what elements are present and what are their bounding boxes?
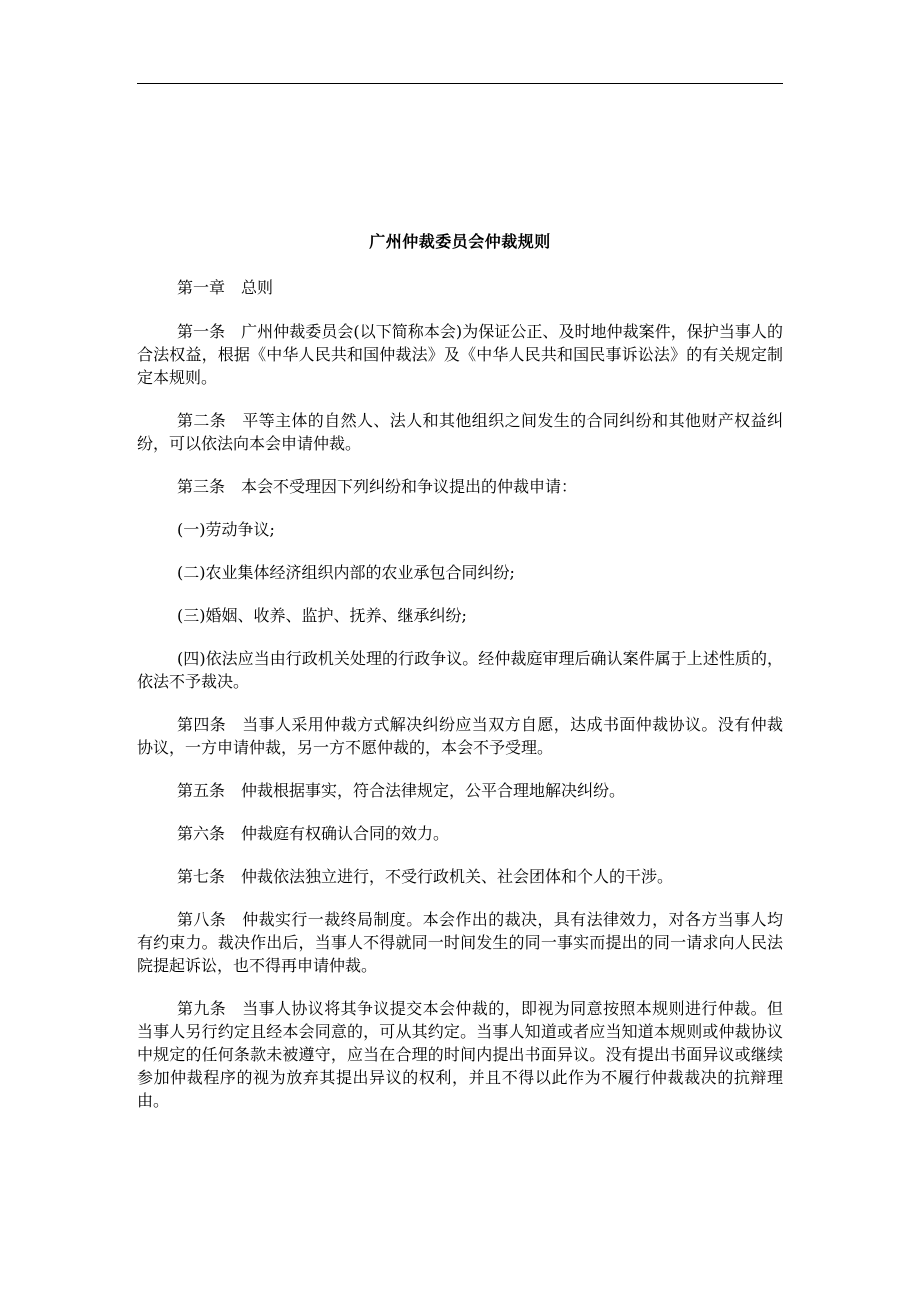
article-label: 第七条 [177, 867, 226, 886]
article-text: 本会不受理因下列纠纷和争议提出的仲裁申请： [241, 477, 578, 496]
article-text: 当事人协议将其争议提交本会仲裁的，即视为同意按照本规则进行仲裁。但当事人另行约定且经本会同意的，可从其约定。当事人知道或者应当知道本规则或仲裁协议中规定的任何条款未被遵守，应当在合理的时间内提出书面异议。没有提出书面异议或继续参加仲裁程序的视为放弃其提出异议的权利，并且不得以此作为不履行仲裁裁决的抗辩理由。 [137, 999, 783, 1110]
article-label: 第九条 [177, 999, 227, 1018]
document-title: 广州仲裁委员会仲裁规则 [369, 232, 551, 251]
article-label: 第六条 [177, 824, 226, 843]
article-text: 平等主体的自然人、法人和其他组织之间发生的合同纠纷和其他财产权益纠纷，可以依法向本会申请仲裁。 [137, 411, 783, 453]
article-text: 仲裁庭有权确认合同的效力。 [241, 824, 450, 843]
article-3 [137, 475, 783, 498]
article-9 [137, 997, 783, 1112]
article-text: 仲裁依法独立进行，不受行政机关、社会团体和个人的干涉。 [241, 867, 674, 886]
article-label: 第二条 [177, 411, 227, 430]
article-text: 仲裁根据事实，符合法律规定，公平合理地解决纠纷。 [241, 781, 626, 800]
list-item-4: (四)依法应当由行政机关处理的行政争议。经仲裁庭审理后确认案件属于上述性质的， 依法不予裁决。 [137, 649, 783, 691]
article-text: 仲裁实行一裁终局制度。本会作出的裁决，具有法律效力，对各方当事人均有约束力。裁决作出后，当事人不得就同一时间发生的同一事实而提出的同一请求向人民法院提起诉讼，也不得再申请仲裁。 [137, 910, 783, 975]
article-label: 第四条 [177, 715, 227, 734]
chapter-text: 总则 [241, 278, 274, 297]
article-1 [137, 320, 783, 389]
article-8 [137, 908, 783, 977]
header-rule [137, 83, 783, 84]
article-label: 第三条 [177, 477, 226, 496]
article-text: 广州仲裁委员会(以下简称本会)为保证公正、及时地仲裁案件，保护当事人的合法权益，根据《中华人民共和国仲裁法》及《中华人民共和国民事诉讼法》的有关规定制定本规则。 [137, 322, 783, 387]
list-item-1: (一)劳动争议; [177, 520, 275, 539]
article-label: 第一条 [177, 322, 226, 341]
article-6 [137, 822, 783, 845]
article-label: 第五条 [177, 781, 226, 800]
list-item-3: (三)婚姻、收养、监护、抚养、继承纠纷; [177, 606, 467, 625]
chapter-heading [137, 276, 783, 299]
article-5 [137, 779, 783, 802]
list-item-2: (二)农业集体经济组织内部的农业承包合同纠纷; [177, 563, 515, 582]
article-7 [137, 865, 783, 888]
article-4 [137, 713, 783, 759]
article-text: 当事人采用仲裁方式解决纠纷应当双方自愿，达成书面仲裁协议。没有仲裁协议，一方申请仲裁，另一方不愿仲裁的，本会不予受理。 [137, 715, 783, 757]
document-body [137, 276, 783, 1132]
article-label: 第八条 [177, 910, 227, 929]
chapter-label: 第一章 [177, 278, 226, 297]
article-2 [137, 409, 783, 455]
